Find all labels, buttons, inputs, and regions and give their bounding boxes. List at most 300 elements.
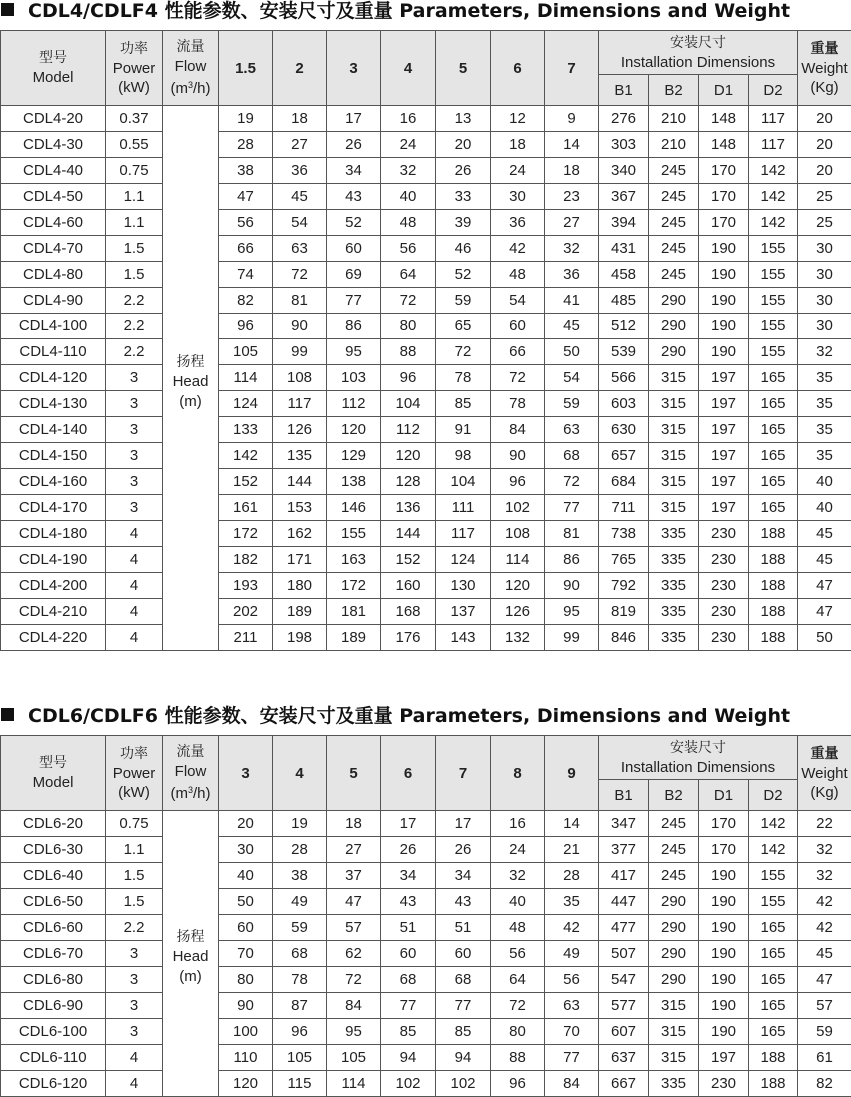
head-label-unit: (m) xyxy=(179,967,202,985)
flow-unit-sup: 3 xyxy=(187,80,193,90)
cell-d2: 165 xyxy=(749,443,798,469)
cell-head: 94 xyxy=(381,1045,436,1071)
flow-unit-post: /h) xyxy=(193,80,211,97)
cell-head: 115 xyxy=(273,1071,327,1097)
cell-weight: 22 xyxy=(798,811,851,837)
cell-b1: 846 xyxy=(599,624,649,650)
cell-b2: 290 xyxy=(649,941,699,967)
header-flow-value: 4 xyxy=(381,31,436,106)
cell-d1: 190 xyxy=(699,287,749,313)
cell-d1: 197 xyxy=(699,1045,749,1071)
cell-weight: 30 xyxy=(798,261,851,287)
cell-b2: 290 xyxy=(649,915,699,941)
cell-head: 27 xyxy=(327,837,381,863)
square-bullet-icon xyxy=(1,708,14,721)
cell-weight: 35 xyxy=(798,391,851,417)
cell-b2: 315 xyxy=(649,417,699,443)
cell-head: 63 xyxy=(273,235,327,261)
table-row xyxy=(1,546,851,572)
cell-head: 72 xyxy=(273,261,327,287)
cell-head: 103 xyxy=(327,365,381,391)
cell-b2: 290 xyxy=(649,313,699,339)
cell-power: 1.1 xyxy=(106,209,163,235)
cell-head: 136 xyxy=(381,495,436,521)
cell-b2: 335 xyxy=(649,1071,699,1097)
cell-head: 43 xyxy=(327,183,381,209)
header-dim: B2 xyxy=(649,780,699,811)
cell-head: 30 xyxy=(219,837,273,863)
cell-power: 1.5 xyxy=(106,235,163,261)
cell-head: 50 xyxy=(545,339,599,365)
cell-model: CDL4-220 xyxy=(1,624,106,650)
cell-head: 189 xyxy=(327,624,381,650)
cell-power: 3 xyxy=(106,495,163,521)
table-row xyxy=(1,287,851,313)
header-power-unit: (kW) xyxy=(118,78,150,96)
cell-b2: 245 xyxy=(649,235,699,261)
cell-head: 70 xyxy=(545,1019,599,1045)
cell-model: CDL4-200 xyxy=(1,572,106,598)
cell-head: 68 xyxy=(545,443,599,469)
cell-head: 40 xyxy=(491,889,545,915)
cell-b1: 417 xyxy=(599,863,649,889)
table-row xyxy=(1,261,851,287)
table-row xyxy=(1,1019,851,1045)
header-dim: D2 xyxy=(749,780,798,811)
cell-b2: 290 xyxy=(649,889,699,915)
cell-b2: 335 xyxy=(649,521,699,547)
cell-head: 52 xyxy=(436,261,491,287)
header-flow-value: 4 xyxy=(273,736,327,811)
cell-b2: 245 xyxy=(649,183,699,209)
cell-d2: 117 xyxy=(749,106,798,132)
cell-head: 33 xyxy=(436,183,491,209)
cell-head: 108 xyxy=(273,365,327,391)
cell-weight: 20 xyxy=(798,106,851,132)
cell-weight: 47 xyxy=(798,598,851,624)
cell-power: 1.1 xyxy=(106,183,163,209)
cell-head: 86 xyxy=(545,546,599,572)
cell-d1: 190 xyxy=(699,889,749,915)
cell-head: 172 xyxy=(219,521,273,547)
cell-head: 66 xyxy=(491,339,545,365)
cell-d2: 188 xyxy=(749,572,798,598)
header-flow-value: 6 xyxy=(381,736,436,811)
cell-d1: 190 xyxy=(699,863,749,889)
cell-head: 77 xyxy=(381,993,436,1019)
cell-head: 62 xyxy=(327,941,381,967)
cell-model: CDL6-60 xyxy=(1,915,106,941)
cell-d1: 190 xyxy=(699,993,749,1019)
cell-head: 80 xyxy=(491,1019,545,1045)
cell-b2: 335 xyxy=(649,546,699,572)
cell-d1: 197 xyxy=(699,365,749,391)
cell-d2: 155 xyxy=(749,313,798,339)
cell-d1: 170 xyxy=(699,811,749,837)
cell-head: 63 xyxy=(545,993,599,1019)
cell-head: 47 xyxy=(219,183,273,209)
cell-head: 56 xyxy=(381,235,436,261)
cell-d2: 155 xyxy=(749,863,798,889)
cell-d1: 230 xyxy=(699,546,749,572)
cell-weight: 61 xyxy=(798,1045,851,1071)
cell-d2: 165 xyxy=(749,967,798,993)
cell-head: 72 xyxy=(436,339,491,365)
table-row xyxy=(1,598,851,624)
header-flow-value: 1.5 xyxy=(219,31,273,106)
header-power-unit: (kW) xyxy=(118,783,150,801)
cell-head: 35 xyxy=(545,889,599,915)
cell-head: 36 xyxy=(491,209,545,235)
cell-d2: 155 xyxy=(749,339,798,365)
cell-head: 117 xyxy=(436,521,491,547)
cell-head: 162 xyxy=(273,521,327,547)
cell-b1: 377 xyxy=(599,837,649,863)
cell-model: CDL4-40 xyxy=(1,157,106,183)
cell-head: 56 xyxy=(545,967,599,993)
header-weight-en: Weight xyxy=(801,764,848,782)
cell-b2: 315 xyxy=(649,365,699,391)
cell-head: 70 xyxy=(219,941,273,967)
cell-b1: 507 xyxy=(599,941,649,967)
cell-head: 102 xyxy=(381,1071,436,1097)
cell-head: 152 xyxy=(381,546,436,572)
table-row xyxy=(1,967,851,993)
table-row xyxy=(1,391,851,417)
cell-b1: 458 xyxy=(599,261,649,287)
header-install-en: Installation Dimensions xyxy=(620,758,776,776)
cell-d1: 197 xyxy=(699,443,749,469)
cell-d1: 190 xyxy=(699,941,749,967)
cell-power: 0.75 xyxy=(106,811,163,837)
cell-d1: 190 xyxy=(699,261,749,287)
cell-d1: 190 xyxy=(699,967,749,993)
table-row xyxy=(1,469,851,495)
cell-head: 90 xyxy=(491,443,545,469)
cell-head: 78 xyxy=(436,365,491,391)
cell-head: 51 xyxy=(381,915,436,941)
cell-d1: 230 xyxy=(699,521,749,547)
cell-d1: 197 xyxy=(699,417,749,443)
cell-head: 193 xyxy=(219,572,273,598)
cell-head: 90 xyxy=(545,572,599,598)
cell-model: CDL6-30 xyxy=(1,837,106,863)
cell-b2: 290 xyxy=(649,339,699,365)
cell-b2: 315 xyxy=(649,1019,699,1045)
cell-power: 1.5 xyxy=(106,261,163,287)
cell-model: CDL4-120 xyxy=(1,365,106,391)
cell-head: 34 xyxy=(381,863,436,889)
cell-head: 82 xyxy=(219,287,273,313)
cell-head: 98 xyxy=(436,443,491,469)
cell-b1: 485 xyxy=(599,287,649,313)
cell-d1: 170 xyxy=(699,209,749,235)
header-install-en: Installation Dimensions xyxy=(620,53,776,71)
header-flow-value: 7 xyxy=(545,31,599,106)
cell-head: 112 xyxy=(327,391,381,417)
head-label-zh: 扬程 xyxy=(176,928,205,945)
head-label-unit: (m) xyxy=(179,392,202,410)
table-row xyxy=(1,624,851,650)
cell-head: 49 xyxy=(545,941,599,967)
cell-head: 48 xyxy=(491,261,545,287)
head-label xyxy=(163,811,219,1097)
cell-model: CDL4-20 xyxy=(1,106,106,132)
header-dim: B1 xyxy=(599,75,649,106)
cell-power: 1.5 xyxy=(106,889,163,915)
cell-power: 4 xyxy=(106,521,163,547)
cell-b1: 684 xyxy=(599,469,649,495)
header-power xyxy=(106,31,163,106)
header-flow-value: 7 xyxy=(436,736,491,811)
cell-head: 40 xyxy=(381,183,436,209)
cell-head: 9 xyxy=(545,106,599,132)
cell-b1: 657 xyxy=(599,443,649,469)
cell-d2: 165 xyxy=(749,495,798,521)
cell-b2: 210 xyxy=(649,106,699,132)
section-title-cdl6 xyxy=(0,701,790,727)
cell-head: 114 xyxy=(327,1071,381,1097)
cell-head: 18 xyxy=(545,157,599,183)
cell-head: 128 xyxy=(381,469,436,495)
cell-b1: 738 xyxy=(599,521,649,547)
header-model xyxy=(1,736,106,811)
cell-head: 91 xyxy=(436,417,491,443)
cell-model: CDL4-50 xyxy=(1,183,106,209)
cell-head: 114 xyxy=(491,546,545,572)
cell-b1: 276 xyxy=(599,106,649,132)
header-flow-value: 2 xyxy=(273,31,327,106)
cell-b1: 603 xyxy=(599,391,649,417)
header-weight-unit: (Kg) xyxy=(810,783,839,801)
cell-head: 189 xyxy=(273,598,327,624)
cell-head: 38 xyxy=(273,863,327,889)
header-dim: D1 xyxy=(699,780,749,811)
cell-head: 28 xyxy=(273,837,327,863)
table-row xyxy=(1,1071,851,1097)
header-flow-zh: 流量 xyxy=(176,744,205,760)
table-row xyxy=(1,339,851,365)
cell-head: 114 xyxy=(219,365,273,391)
cell-d1: 170 xyxy=(699,157,749,183)
flow-unit-post: /h) xyxy=(193,785,211,802)
cell-b1: 340 xyxy=(599,157,649,183)
header-flow-value: 9 xyxy=(545,736,599,811)
cell-head: 32 xyxy=(545,235,599,261)
cell-d2: 142 xyxy=(749,837,798,863)
header-power-zh: 功率 xyxy=(120,745,148,762)
table-row xyxy=(1,417,851,443)
cell-head: 78 xyxy=(273,967,327,993)
cell-head: 43 xyxy=(381,889,436,915)
cell-power: 4 xyxy=(106,598,163,624)
cell-head: 26 xyxy=(327,131,381,157)
cell-head: 90 xyxy=(219,993,273,1019)
cell-power: 3 xyxy=(106,469,163,495)
cell-head: 88 xyxy=(381,339,436,365)
cell-head: 16 xyxy=(491,811,545,837)
header-flow-unit xyxy=(163,781,218,803)
cell-head: 90 xyxy=(273,313,327,339)
head-label-zh: 扬程 xyxy=(176,353,205,370)
table-row xyxy=(1,106,851,132)
cell-weight: 25 xyxy=(798,209,851,235)
cell-model: CDL4-170 xyxy=(1,495,106,521)
cell-head: 28 xyxy=(545,863,599,889)
section-title-text: CDL6/CDLF6 性能参数、安装尺寸及重量 Parameters, Dimensions and Weight xyxy=(28,704,791,727)
cell-power: 3 xyxy=(106,941,163,967)
cell-head: 59 xyxy=(436,287,491,313)
cell-head: 105 xyxy=(273,1045,327,1071)
cell-model: CDL4-30 xyxy=(1,131,106,157)
cell-d2: 165 xyxy=(749,365,798,391)
header-weight-unit: (Kg) xyxy=(810,78,839,96)
cell-head: 96 xyxy=(219,313,273,339)
cell-weight: 32 xyxy=(798,339,851,365)
cell-head: 155 xyxy=(327,521,381,547)
cell-head: 51 xyxy=(436,915,491,941)
cell-d2: 165 xyxy=(749,1019,798,1045)
header-dim: B2 xyxy=(649,75,699,106)
cell-model: CDL4-160 xyxy=(1,469,106,495)
cell-head: 144 xyxy=(381,521,436,547)
cell-model: CDL6-20 xyxy=(1,811,106,837)
cell-b1: 566 xyxy=(599,365,649,391)
cell-power: 2.2 xyxy=(106,339,163,365)
head-label-en: Head xyxy=(172,372,209,390)
cell-head: 60 xyxy=(327,235,381,261)
cell-b2: 245 xyxy=(649,863,699,889)
header-dim: D2 xyxy=(749,75,798,106)
cell-head: 133 xyxy=(219,417,273,443)
cell-head: 42 xyxy=(545,915,599,941)
cell-b1: 303 xyxy=(599,131,649,157)
cell-d2: 142 xyxy=(749,811,798,837)
cell-head: 17 xyxy=(381,811,436,837)
cell-head: 27 xyxy=(273,131,327,157)
cell-d1: 230 xyxy=(699,1071,749,1097)
header-flow-value: 6 xyxy=(491,31,545,106)
flow-unit-pre: (m xyxy=(170,785,188,802)
cell-d2: 142 xyxy=(749,183,798,209)
cell-b1: 637 xyxy=(599,1045,649,1071)
cell-b2: 315 xyxy=(649,443,699,469)
cell-head: 77 xyxy=(545,495,599,521)
header-install-zh: 安装尺寸 xyxy=(670,739,726,756)
cell-model: CDL6-50 xyxy=(1,889,106,915)
cell-head: 40 xyxy=(219,863,273,889)
table-row xyxy=(1,235,851,261)
section-title-text: CDL4/CDLF4 性能参数、安装尺寸及重量 Parameters, Dimensions and Weight xyxy=(28,0,791,22)
cell-head: 26 xyxy=(381,837,436,863)
cell-b2: 245 xyxy=(649,811,699,837)
cell-head: 21 xyxy=(545,837,599,863)
header-dim: B1 xyxy=(599,780,649,811)
table-row xyxy=(1,365,851,391)
cell-d2: 142 xyxy=(749,157,798,183)
cell-power: 3 xyxy=(106,993,163,1019)
cell-head: 105 xyxy=(327,1045,381,1071)
cell-head: 81 xyxy=(273,287,327,313)
cell-weight: 45 xyxy=(798,546,851,572)
cell-model: CDL4-150 xyxy=(1,443,106,469)
cell-head: 142 xyxy=(219,443,273,469)
cell-head: 64 xyxy=(491,967,545,993)
cell-weight: 30 xyxy=(798,235,851,261)
cell-power: 2.2 xyxy=(106,915,163,941)
cell-head: 95 xyxy=(545,598,599,624)
cell-weight: 45 xyxy=(798,521,851,547)
cell-head: 45 xyxy=(545,313,599,339)
cell-head: 54 xyxy=(273,209,327,235)
cell-head: 57 xyxy=(327,915,381,941)
cell-head: 137 xyxy=(436,598,491,624)
cell-b2: 335 xyxy=(649,624,699,650)
cell-b1: 765 xyxy=(599,546,649,572)
cell-model: CDL6-40 xyxy=(1,863,106,889)
header-flow xyxy=(163,31,219,106)
header-power-en: Power xyxy=(112,764,156,782)
table-row xyxy=(1,443,851,469)
cell-power: 2.2 xyxy=(106,313,163,339)
cell-d1: 190 xyxy=(699,915,749,941)
cell-d1: 197 xyxy=(699,469,749,495)
header-flow-value: 5 xyxy=(327,736,381,811)
cell-head: 18 xyxy=(327,811,381,837)
cell-power: 3 xyxy=(106,967,163,993)
cell-head: 68 xyxy=(273,941,327,967)
cell-head: 111 xyxy=(436,495,491,521)
cell-b2: 315 xyxy=(649,469,699,495)
cell-power: 4 xyxy=(106,546,163,572)
table-row xyxy=(1,313,851,339)
cell-head: 30 xyxy=(491,183,545,209)
cell-d2: 188 xyxy=(749,1045,798,1071)
cell-b1: 711 xyxy=(599,495,649,521)
cell-head: 211 xyxy=(219,624,273,650)
cell-model: CDL4-100 xyxy=(1,313,106,339)
cell-weight: 32 xyxy=(798,863,851,889)
header-flow-value: 5 xyxy=(436,31,491,106)
cell-b2: 245 xyxy=(649,157,699,183)
cell-head: 60 xyxy=(436,941,491,967)
cell-d1: 148 xyxy=(699,106,749,132)
cell-b1: 512 xyxy=(599,313,649,339)
cell-head: 24 xyxy=(491,157,545,183)
cell-head: 117 xyxy=(273,391,327,417)
cell-power: 0.55 xyxy=(106,131,163,157)
header-weight-en: Weight xyxy=(801,59,848,77)
header-model-en: Model xyxy=(32,774,74,791)
header-weight xyxy=(798,736,851,811)
cell-d1: 197 xyxy=(699,391,749,417)
cell-model: CDL4-90 xyxy=(1,287,106,313)
cell-head: 77 xyxy=(436,993,491,1019)
cell-power: 4 xyxy=(106,1045,163,1071)
header-model-zh: 型号 xyxy=(39,50,67,66)
cell-weight: 47 xyxy=(798,967,851,993)
cell-head: 20 xyxy=(219,811,273,837)
cell-head: 181 xyxy=(327,598,381,624)
header-flow-unit xyxy=(163,76,218,98)
header-power xyxy=(106,736,163,811)
cell-head: 81 xyxy=(545,521,599,547)
cell-head: 104 xyxy=(381,391,436,417)
cell-head: 99 xyxy=(545,624,599,650)
cell-head: 72 xyxy=(327,967,381,993)
cell-d1: 190 xyxy=(699,235,749,261)
cell-head: 96 xyxy=(491,1071,545,1097)
